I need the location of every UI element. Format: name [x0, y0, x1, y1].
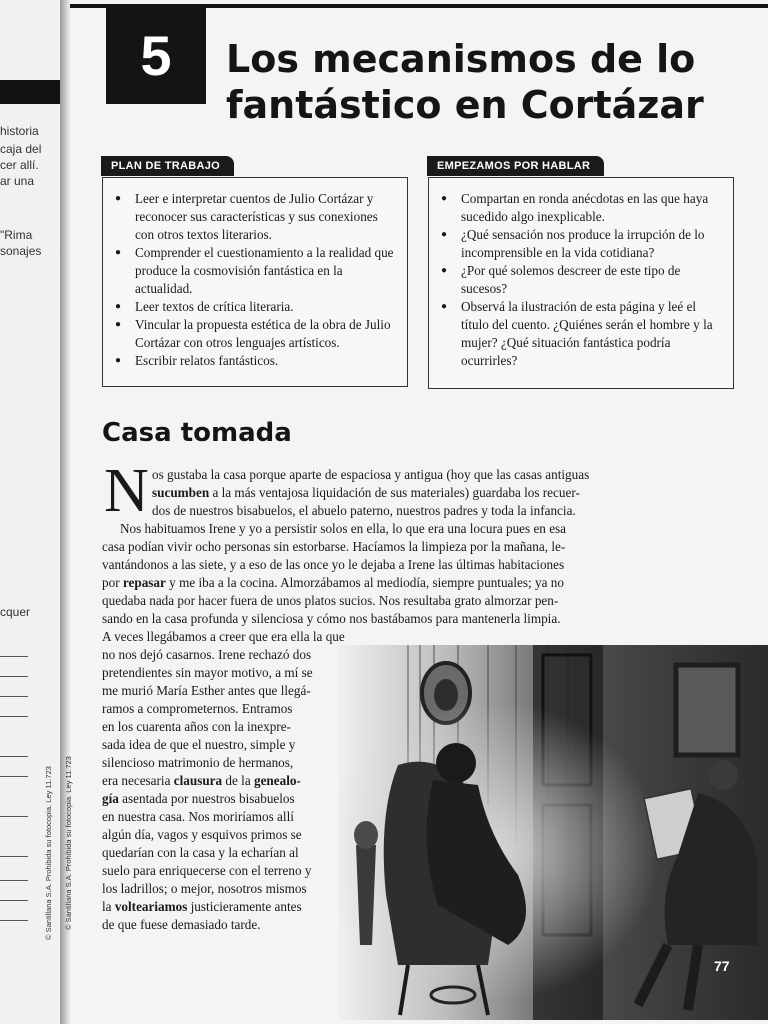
left-page-answer-line: [0, 696, 28, 697]
list-item: ● Compartan en ronda anécdotas en las que haya sucedido algo inexplicable.: [441, 191, 709, 224]
plan-de-trabajo-heading: PLAN DE TRABAJO: [101, 156, 234, 176]
story-line: quedaba nada por hacer fuera de unos platos sucios. Nos resultaba grato almorzar pen-: [102, 593, 559, 608]
bullet-icon: ●: [441, 301, 448, 312]
bullet-icon: ●: [115, 193, 122, 204]
story-line: ramos a comprometernos. Entramos: [102, 701, 293, 716]
left-page-answer-line: [0, 676, 28, 677]
list-item: ● ¿Por qué solemos descreer de este tipo de sucesos?: [441, 263, 681, 296]
story-illustration: [338, 645, 768, 1020]
left-page-text-fragment: cer allí.: [0, 158, 39, 172]
story-line: suelo para enriquecerse con el terreno y: [102, 863, 312, 878]
bullet-icon: ●: [441, 193, 448, 204]
chapter-title: Los mecanismos de lo fantástico en Cortázar: [226, 37, 704, 127]
story-line: en nuestra casa. Nos moriríamos allí: [102, 809, 294, 824]
page-number: 77: [714, 958, 730, 974]
bullet-icon: ●: [115, 301, 122, 312]
story-line: pretendientes sin mayor motivo, a mí se: [102, 665, 313, 680]
list-item: ● Leer textos de crítica literaria.: [115, 299, 294, 314]
left-page-text-fragment: ar una: [0, 174, 35, 188]
bullet-icon: ●: [115, 247, 122, 258]
list-item: ● Observá la ilustración de esta página y leé el título del cuento. ¿Quiénes serán el hombre y la mujer? ¿Qué situación fantástica podría ocurrirles?: [441, 299, 713, 368]
list-item: ● Leer e interpretar cuentos de Julio Cortázar y reconocer sus características y sus conexiones con otros textos literarios.: [115, 191, 378, 242]
chapter-number-badge: 5: [106, 6, 206, 104]
list-item: ● Comprender el cuestionamiento a la realidad que produce la cosmovisión fantástica en la actualidad.: [115, 245, 394, 296]
story-line: A veces llegábamos a creer que era ella la que: [102, 629, 345, 644]
left-page-answer-line: [0, 880, 28, 881]
drop-cap: N: [104, 457, 149, 525]
bullet-icon: ●: [441, 229, 448, 240]
plan-de-trabajo-panel: [102, 160, 408, 387]
copyright-notice: © Santillana S.A. Prohibida su fotocopia. Ley 11.723: [44, 766, 53, 940]
left-page-answer-line: [0, 900, 28, 901]
left-page-answer-line: [0, 716, 28, 717]
story-line: casa podían vivir ocho personas sin estorbarse. Hacíamos la limpieza por la mañana, le-: [102, 539, 566, 554]
left-page-text-fragment: caja del: [0, 142, 42, 156]
list-item: ● Vincular la propuesta estética de la obra de Julio Cortázar con otros lenguajes artísticos.: [115, 317, 391, 350]
story-line: no nos dejó casarnos. Irene rechazó dos: [102, 647, 312, 662]
story-line: los ladrillos; o mejor, nosotros mismos: [102, 881, 307, 896]
left-page-text-fragment: cquer: [0, 605, 31, 619]
list-item: ● ¿Qué sensación nos produce la irrupción de lo incomprensible en la vida cotidiana?: [441, 227, 705, 260]
story-line: vantándonos a las siete, y a eso de las once yo le dejaba a Irene las últimas habitaciones: [102, 557, 565, 572]
empezamos-por-hablar-heading: EMPEZAMOS POR HABLAR: [427, 156, 604, 176]
left-page-answer-line: [0, 756, 28, 757]
story-line: en los cuarenta años con la inexpre-: [102, 719, 291, 734]
man-head: [708, 760, 738, 790]
left-page-answer-line: [0, 776, 28, 777]
story-line: gía asentada por nuestros bisabuelos: [102, 791, 295, 806]
vase: [354, 821, 378, 849]
empezamos-por-hablar-panel: [428, 160, 734, 389]
left-page-answer-line: [0, 920, 28, 921]
story-line: sando en la casa profunda y silenciosa y cómo nos bastábamos para mantenerla limpia.: [102, 611, 561, 626]
story-line: Nos habituamos Irene y yo a persistir solos en ella, lo que era una locura pues en esa: [120, 521, 567, 536]
bullet-icon: ●: [115, 355, 122, 366]
story-line: silencioso matrimonio de hermanos,: [102, 755, 294, 770]
left-page-text-fragment: sonajes: [0, 244, 42, 258]
woman-head: [436, 743, 476, 783]
left-page-answer-line: [0, 856, 28, 857]
left-page-answer-line: [0, 656, 28, 657]
list-item: ● Escribir relatos fantásticos.: [115, 353, 279, 368]
story-line: era necesaria clausura de la genealo-: [102, 773, 301, 788]
story-line: sada idea de que el nuestro, simple y: [102, 737, 296, 752]
story-title: Casa tomada: [102, 418, 292, 448]
left-page-text-fragment: "Rima: [0, 228, 33, 242]
story-line: dos de nuestros bisabuelos, el abuelo paterno, nuestros padres y toda la infancia.: [152, 503, 576, 518]
story-line: algún día, vagos y esquivos primos se: [102, 827, 302, 842]
story-line: por repasar y me iba a la cocina. Almorzábamos al mediodía, siempre puntuales; ya no: [102, 575, 564, 590]
story-line: la volteariamos justicieramente antes: [102, 899, 302, 914]
story-line: sucumben a la más ventajosa liquidación de sus materiales) guardaba los recuer-: [152, 485, 580, 500]
story-line: me murió María Esther antes que llegá-: [102, 683, 311, 698]
bullet-icon: ●: [115, 319, 122, 330]
bullet-icon: ●: [441, 265, 448, 276]
left-page-header-bar: [0, 80, 62, 104]
copyright-notice: © Santillana S.A. Prohibida su fotocopia. Ley 11.723: [64, 756, 73, 930]
left-page-text-fragment: historia: [0, 124, 39, 138]
left-page-answer-line: [0, 816, 28, 817]
story-line: de que fuese demasiado tarde.: [102, 917, 261, 932]
story-line: quedarían con la casa y la echarían al: [102, 845, 299, 860]
story-line: os gustaba la casa porque aparte de espaciosa y antigua (hoy que las casas antiguas: [152, 467, 590, 482]
right-page: [70, 0, 768, 1024]
